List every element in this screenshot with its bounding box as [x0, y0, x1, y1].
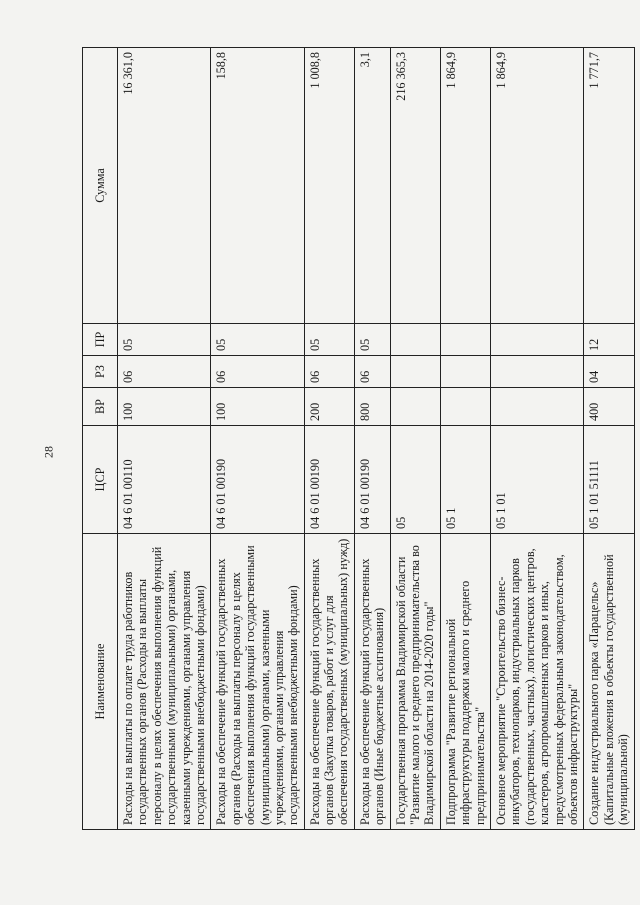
cell-vr: 800	[354, 388, 390, 426]
cell-name: Создание индустриального парка «Парацельс» (Капитальные вложения в объекты государственной (муниципальной)	[584, 534, 634, 830]
table-row	[354, 48, 390, 830]
cell-vr	[440, 388, 490, 426]
cell-sum: 1 008,8	[304, 48, 354, 324]
cell-pr: 12	[584, 324, 634, 356]
cell-vr	[390, 388, 440, 426]
budget-table	[82, 47, 635, 830]
cell-csr: 05 1	[440, 426, 490, 534]
cell-csr: 04 6 01 00190	[304, 426, 354, 534]
cell-vr: 400	[584, 388, 634, 426]
cell-sum: 158,8	[211, 48, 304, 324]
header-rz: РЗ	[83, 356, 118, 388]
cell-rz: 06	[118, 356, 211, 388]
cell-pr: 05	[354, 324, 390, 356]
cell-rz	[490, 356, 583, 388]
cell-csr: 05 1 01 51111	[584, 426, 634, 534]
cell-sum: 1 864,9	[440, 48, 490, 324]
cell-rz: 04	[584, 356, 634, 388]
cell-rz	[440, 356, 490, 388]
cell-rz: 06	[304, 356, 354, 388]
header-pr: ПР	[83, 324, 118, 356]
cell-vr: 100	[118, 388, 211, 426]
cell-pr	[490, 324, 583, 356]
table-row	[490, 48, 583, 830]
cell-pr: 05	[304, 324, 354, 356]
cell-csr: 04 6 01 00190	[354, 426, 390, 534]
cell-csr: 05 1 01	[490, 426, 583, 534]
cell-sum: 3,1	[354, 48, 390, 324]
cell-pr: 05	[211, 324, 304, 356]
cell-sum: 1 864,9	[490, 48, 583, 324]
cell-vr	[490, 388, 583, 426]
table-header-row	[83, 48, 118, 830]
table-row	[118, 48, 211, 830]
rotated-table-container	[82, 50, 631, 830]
cell-csr: 05	[390, 426, 440, 534]
cell-name: Расходы на обеспечение функций государственных органов (Расходы на выплаты персоналу в целях обеспечения выполнения функций государственными (муниципальными) органами, казенными учреждениями, органами управления государственными внебюджетными фондами)	[211, 534, 304, 830]
table-row	[584, 48, 634, 830]
cell-sum: 1 771,7	[584, 48, 634, 324]
table-row	[440, 48, 490, 830]
cell-sum: 16 361,0	[118, 48, 211, 324]
header-sum: Сумма	[83, 48, 118, 324]
page-number: 28	[41, 446, 56, 458]
header-name: Наименование	[83, 534, 118, 830]
table-row	[304, 48, 354, 830]
cell-csr: 04 6 01 00110	[118, 426, 211, 534]
header-csr: ЦСР	[83, 426, 118, 534]
header-vr: ВР	[83, 388, 118, 426]
cell-sum: 216 365,3	[390, 48, 440, 324]
table-row	[211, 48, 304, 830]
cell-name: Расходы на выплаты по оплате труда работников государственных органов (Расходы на выплаты персоналу в целях обеспечения выполнения функций государственными (муниципальными) органами, казенными учреждениями, органами управления государственными внебюджетными фондами)	[118, 534, 211, 830]
cell-vr: 100	[211, 388, 304, 426]
cell-rz: 06	[354, 356, 390, 388]
cell-name: Расходы на обеспечение функций государственных органов (Закупка товаров, работ и услуг для обеспечения государственных (муниципальных) нужд)	[304, 534, 354, 830]
cell-pr: 05	[118, 324, 211, 356]
cell-pr	[440, 324, 490, 356]
cell-rz: 06	[211, 356, 304, 388]
cell-pr	[390, 324, 440, 356]
cell-name: Расходы на обеспечение функций государственных органов (Иные бюджетные ассигнования)	[354, 534, 390, 830]
table-row	[390, 48, 440, 830]
cell-name: Подпрограмма "Развитие региональной инфраструктуры поддержки малого и среднего предпринимательства"	[440, 534, 490, 830]
cell-vr: 200	[304, 388, 354, 426]
cell-rz	[390, 356, 440, 388]
cell-csr: 04 6 01 00190	[211, 426, 304, 534]
cell-name: Государственная программа Владимирской области "Развитие малого и среднего предпринимательства во Владимирской области на 2014-2020 годы"	[390, 534, 440, 830]
cell-name: Основное мероприятие "Строительство бизнес-инкубаторов, технопарков, индустриальных парков (государственных, частных), логистических центров, кластеров, агропромышленных парков и иных, предусмотренных федеральным законодательством, объектов инфраструктуры"	[490, 534, 583, 830]
